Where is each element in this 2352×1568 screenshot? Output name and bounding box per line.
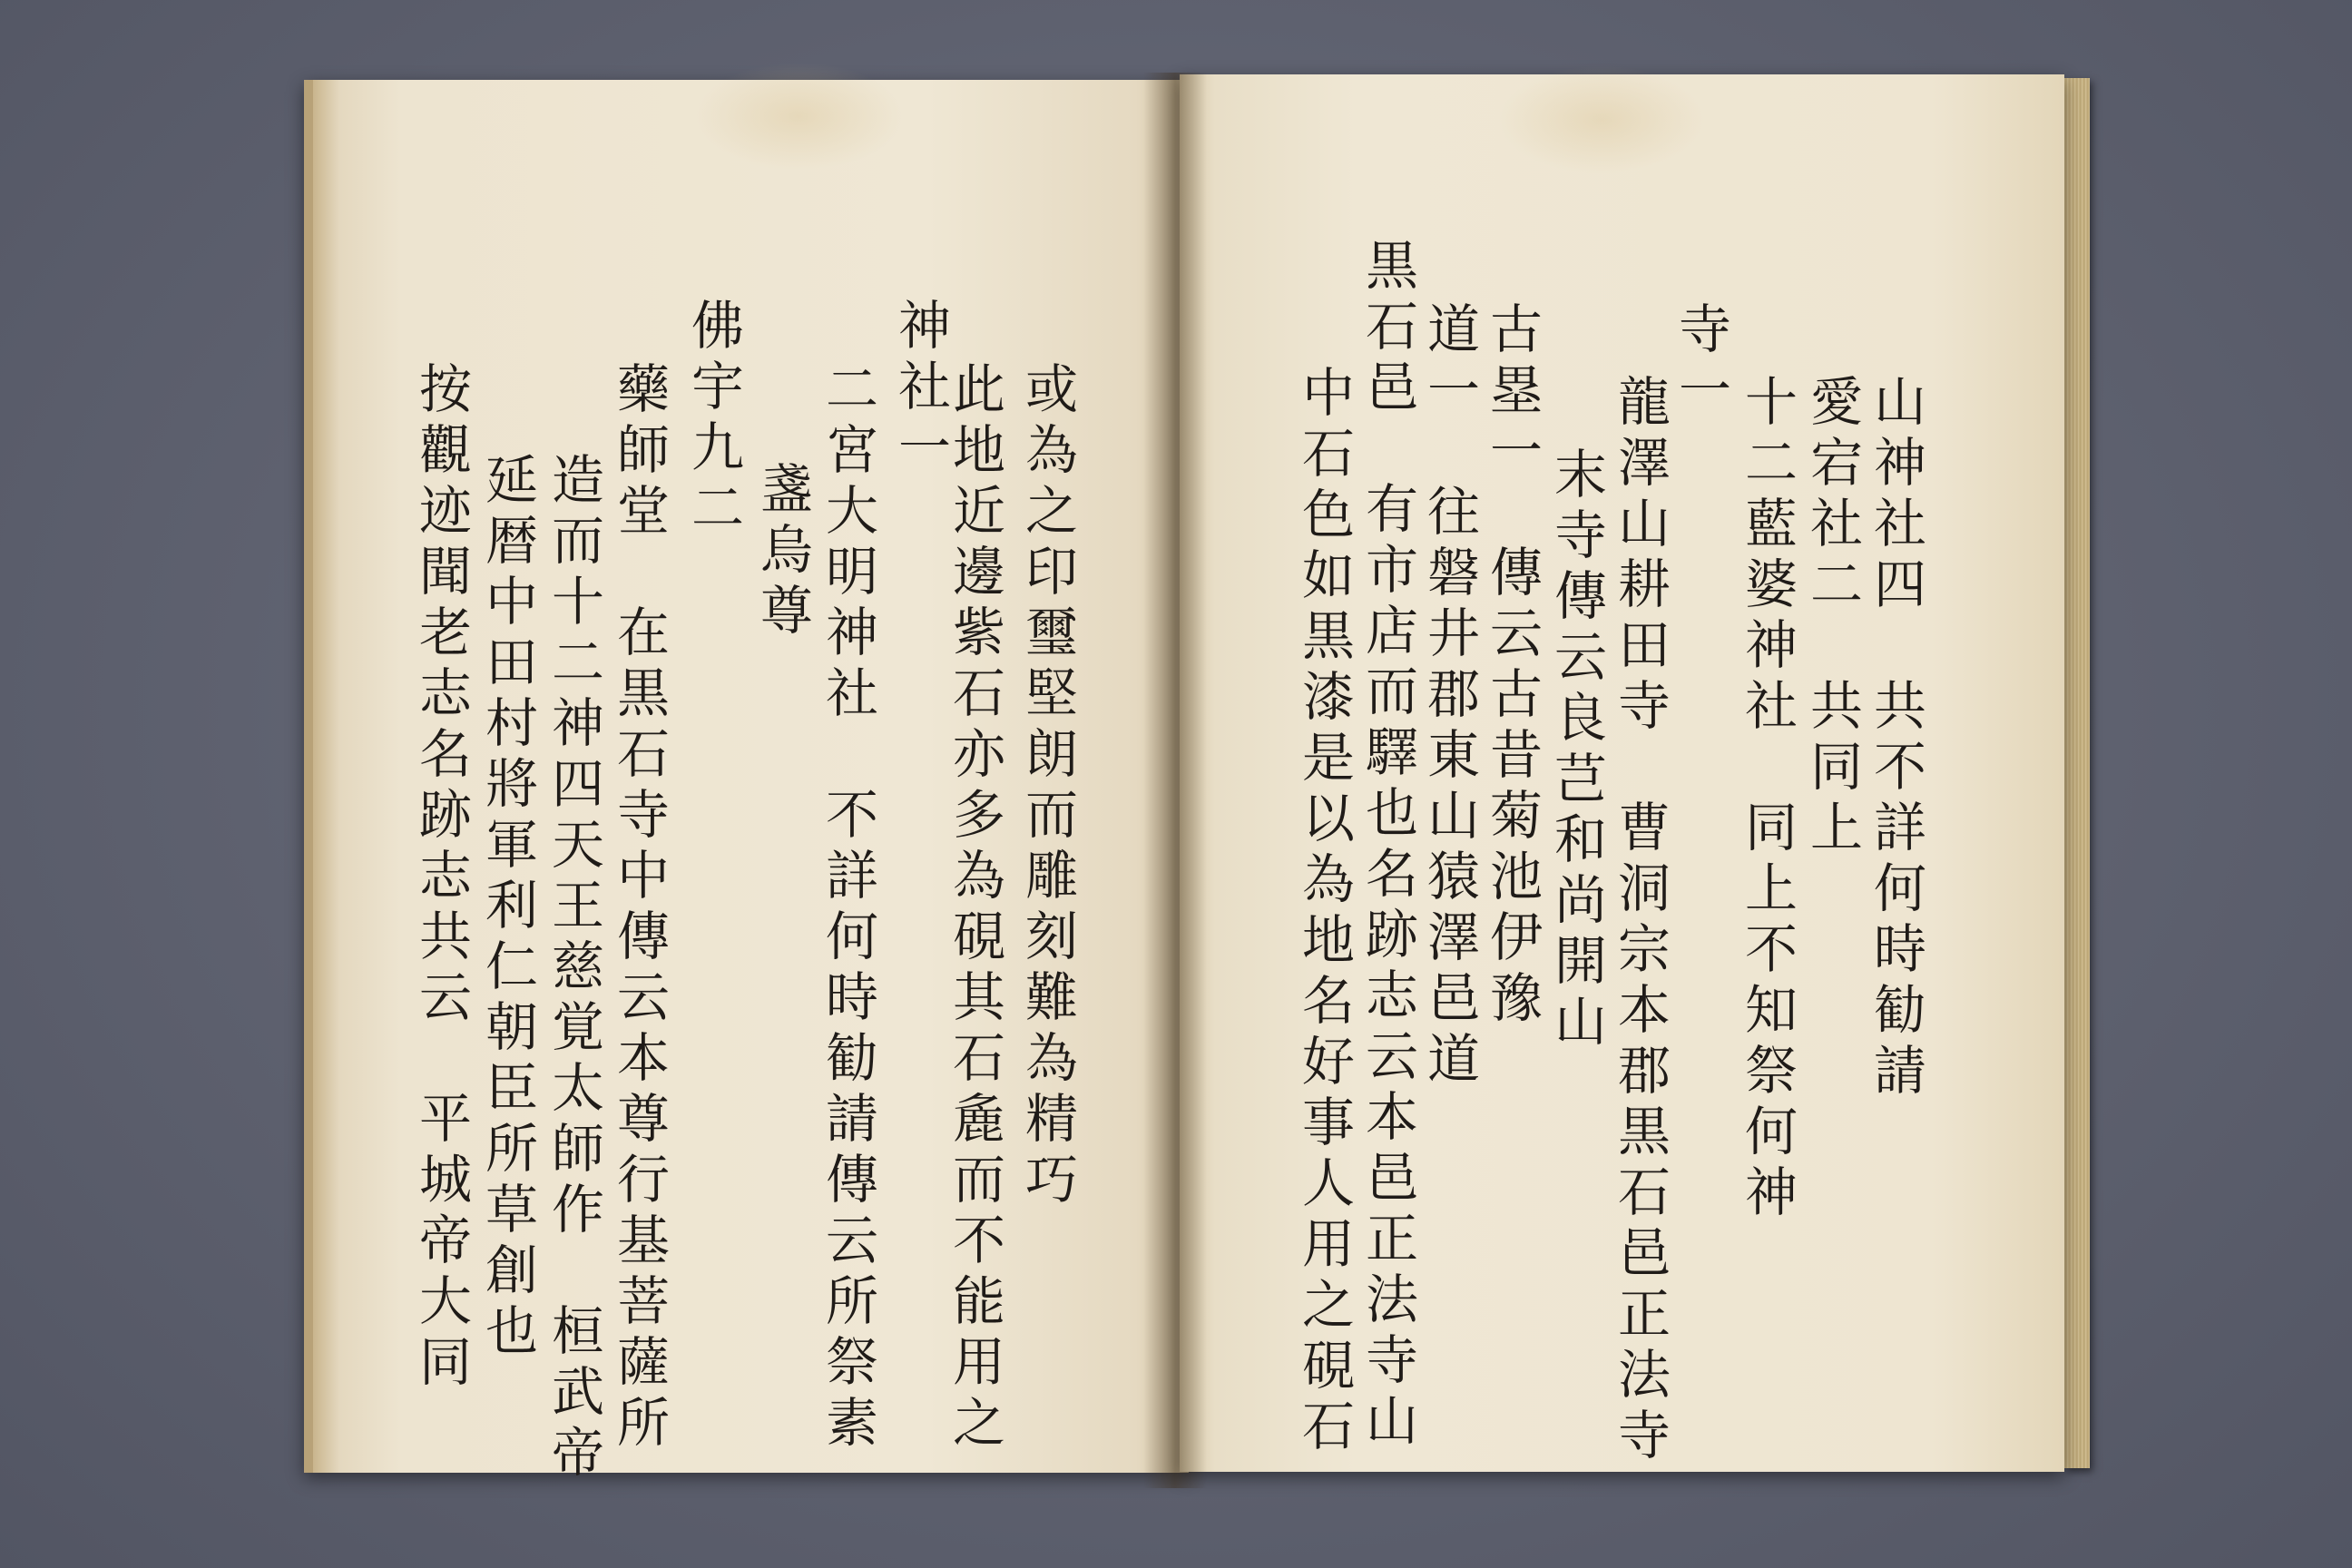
paper-stain [694,62,903,171]
left-col-5: 盞烏尊 [751,461,813,643]
right-page [1180,74,2064,1472]
left-col-1: 或為之印璽堅朗而雕刻難為精巧 [1016,361,1078,1212]
right-col-9: 黒石邑 有市店而驛也名跡志云本邑正法寺山 [1357,238,1418,1454]
right-col-4: 寺一 [1670,301,1731,423]
left-col-6: 佛宇九二 [682,298,744,541]
spine-gutter [1143,73,1207,1488]
right-col-7: 古塁一 傳云古昔菊池伊豫 [1481,301,1543,1031]
right-col-3: 十二藍婆神社 同上不知祭何神 [1736,374,1798,1225]
left-col-2: 此地近邊紫石亦多為硯其石麁而不能用之 [944,361,1005,1455]
left-col-7: 藥師堂 在黒石寺中傳云本尊行基菩薩所 [608,361,670,1455]
paper-stain [1497,65,1706,174]
page-edges [2064,78,2090,1468]
left-col-4: 二宮大明神社 不詳何時勧請傳云所祭素 [817,361,878,1455]
left-page [304,80,1189,1485]
right-col-1: 山神社四 共不詳何時勧請 [1865,374,1926,1103]
left-col-3: 神社一 [889,298,951,480]
right-col-2: 愛宕社二 共同上 [1801,374,1863,860]
left-col-8: 造而十二神四天王慈覚太師作 桓武帝 [543,452,604,1485]
left-col-10: 按觀迹聞老志名跡志共云 平城帝大同 [410,361,472,1395]
right-col-5: 龍澤山耕田寺 曹洞宗本郡黒石邑正法寺 [1609,374,1671,1468]
right-col-10: 中石色如黒漆是以為地名好事人用之硯石 [1293,365,1355,1459]
right-col-6: 末寺傳云良芑和尚開山 [1545,446,1607,1054]
right-col-8: 道一 往磐井郡東山猿澤邑道 [1418,301,1480,1092]
left-col-9: 延暦中田村將軍利仁朝臣所草創也 [476,452,538,1364]
